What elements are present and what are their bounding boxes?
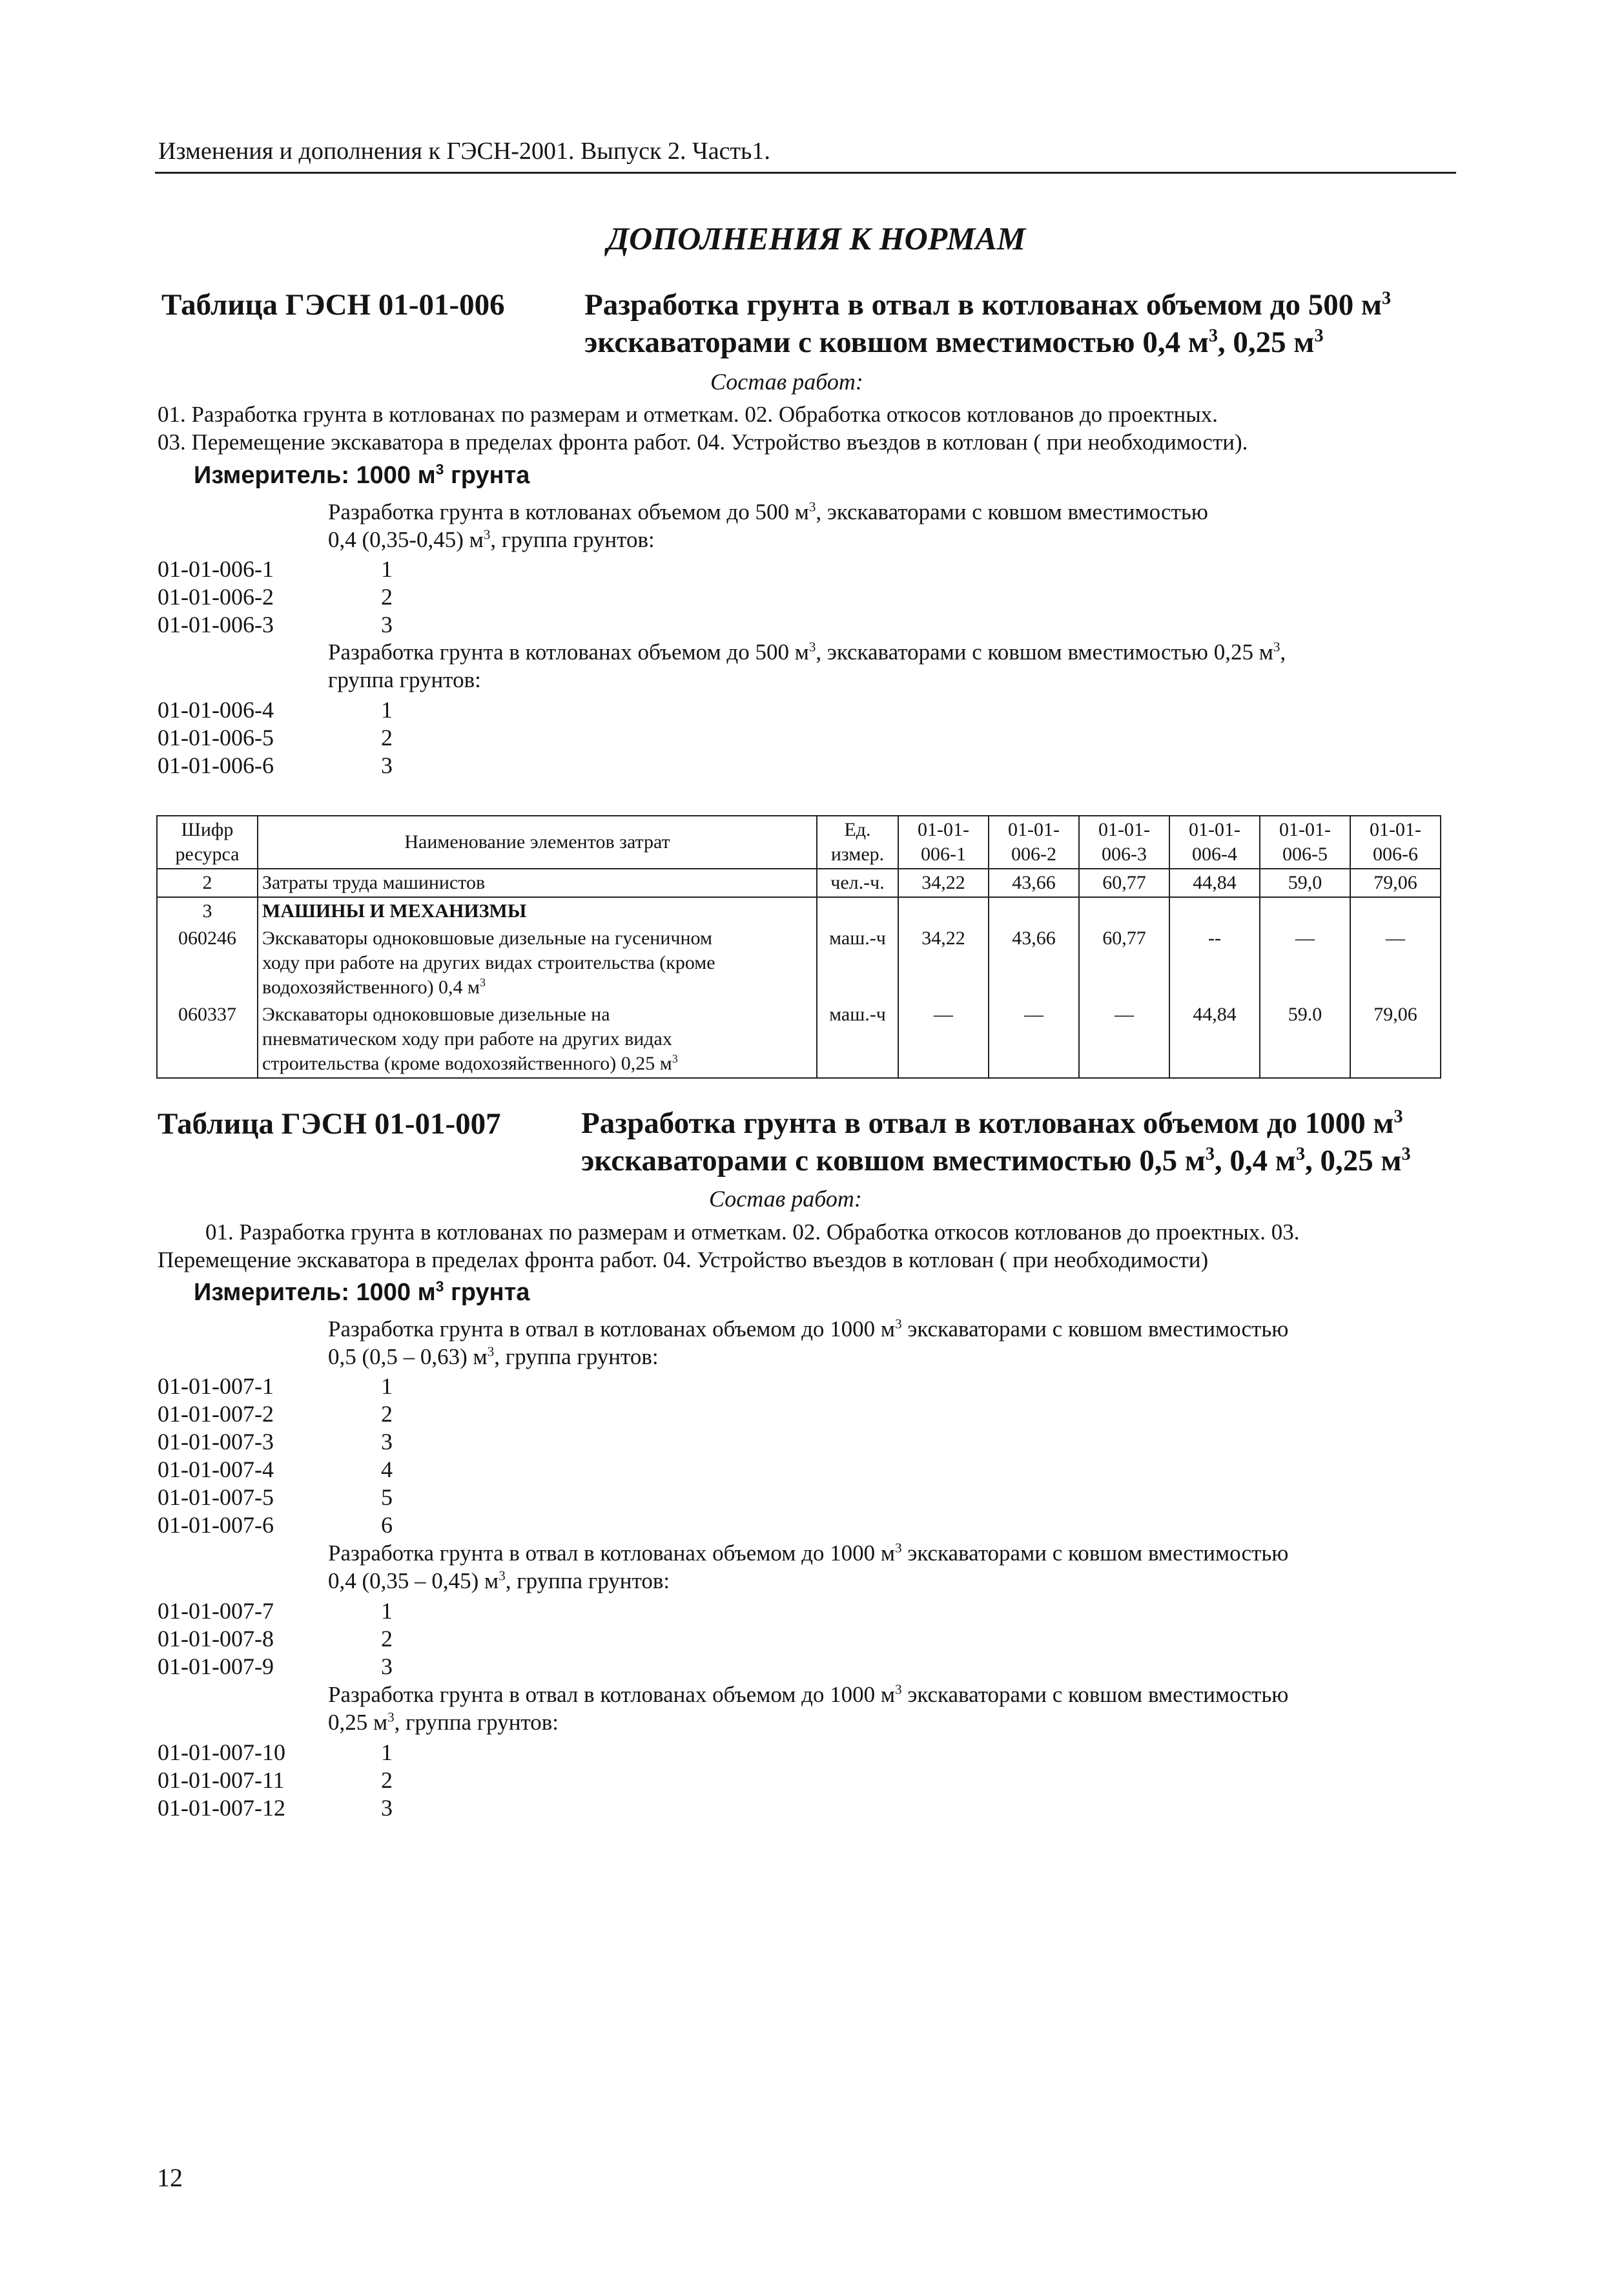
table1-title-line2: экскаваторами с ковшом вместимостью 0,4 $м^3$, 0,25 $м^3$ — [584, 326, 1324, 359]
row-name: Затраты труда машинистов — [258, 869, 817, 897]
row-code: 060337 — [157, 1001, 258, 1078]
row-name: Экскаваторы одноковшовые дизельные на пневматическом ходу при работе на других видах строительства (кроме водохозяйственного) 0,25 $м^3$ — [258, 1001, 817, 1078]
soil-group-number: 1 — [381, 1739, 393, 1765]
norm-code: 01-01-006-6 — [158, 752, 274, 778]
soil-group-number: 4 — [381, 1456, 393, 1482]
table1-work-line1: 01. Разработка грунта в котлованах по размерам и отметкам. 02. Обработка откосов котлованов до проектных. — [158, 402, 1218, 427]
header-norm-column: 01-01- 006-4 — [1169, 816, 1260, 869]
soil-group-number: 1 — [381, 1373, 393, 1399]
table1-group1-line2: 0,4 (0,35-0,45) $м^3$, группа грунтов: — [328, 526, 655, 552]
row-value: 59,0 — [1260, 869, 1350, 897]
row-value: 44,84 — [1169, 1001, 1260, 1078]
row-value: 34,22 — [898, 925, 989, 1001]
table2-title-line2: экскаваторами с ковшом вместимостью 0,5 $м^3$, 0,4 $м^3$, 0,25 $м^3$ — [581, 1144, 1411, 1177]
table2-work-line2: Перемещение экскаватора в пределах фронта работ. 04. Устройство въездов в котлован ( при необходимости) — [158, 1247, 1209, 1272]
row-machines-heading — [157, 897, 1441, 925]
row-value: 79,06 — [1350, 869, 1441, 897]
table2-group2-line2: 0,4 (0,35 – 0,45) $м^3$, группа грунтов: — [328, 1568, 670, 1593]
row-machine-060337 — [157, 1001, 1441, 1078]
soil-group-number: 2 — [381, 1767, 393, 1793]
row-value: — — [1260, 925, 1350, 1001]
row-value: -- — [1169, 925, 1260, 1001]
norm-code: 01-01-007-4 — [158, 1456, 274, 1482]
row-code: 2 — [157, 869, 258, 897]
soil-group-number: 5 — [381, 1484, 393, 1510]
row-value: 43,66 — [989, 869, 1079, 897]
norm-code: 01-01-007-5 — [158, 1484, 274, 1510]
soil-group-number: 3 — [381, 1653, 393, 1679]
row-value: — — [1079, 1001, 1169, 1078]
soil-group-number: 2 — [381, 1401, 393, 1427]
norm-code: 01-01-007-7 — [158, 1598, 274, 1624]
norm-code: 01-01-006-5 — [158, 725, 274, 751]
header-rule — [155, 172, 1456, 174]
soil-group-number: 1 — [381, 556, 393, 582]
table1-group2-line2: группа грунтов: — [328, 667, 481, 692]
header-norm-column: 01-01- 006-1 — [898, 816, 989, 869]
row-unit: маш.-ч — [817, 1001, 898, 1078]
norm-code: 01-01-006-4 — [158, 697, 274, 723]
table2-group1-line2: 0,5 (0,5 – 0,63) $м^3$, группа грунтов: — [328, 1343, 659, 1369]
table2-label: Таблица ГЭСН 01-01-007 — [158, 1107, 501, 1141]
row-value: 60,77 — [1079, 925, 1169, 1001]
norm-code: 01-01-007-6 — [158, 1512, 274, 1538]
soil-group-number: 2 — [381, 725, 393, 751]
norm-code: 01-01-006-2 — [158, 584, 274, 610]
soil-group-number: 6 — [381, 1512, 393, 1538]
row-labor — [157, 869, 1441, 897]
resource-table-header — [157, 816, 1441, 869]
norm-code: 01-01-006-3 — [158, 612, 274, 637]
row-value: — — [1350, 925, 1441, 1001]
table2-group3-line1: Разработка грунта в отвал в котлованах объемом до 1000 $м^3$ экскаваторами с ковшом вместимостью — [328, 1681, 1289, 1707]
table1-title-line1: Разработка грунта в отвал в котлованах объемом до 500 $м^3$ — [584, 288, 1392, 322]
table2-group2-line1: Разработка грунта в отвал в котлованах объемом до 1000 $м^3$ экскаваторами с ковшом вместимостью — [328, 1540, 1289, 1566]
table1-group1-line1: Разработка грунта в котлованах объемом до 500 $м^3$, экскаваторами с ковшом вместимостью — [328, 499, 1208, 524]
header-element-name: Наименование элементов затрат — [258, 816, 817, 869]
norm-code: 01-01-007-10 — [158, 1739, 285, 1765]
row-machine-060246 — [157, 925, 1441, 1001]
row-unit: чел.-ч. — [817, 869, 898, 897]
table1-group2-line1: Разработка грунта в котлованах объемом до 500 $м^3$, экскаваторами с ковшом вместимостью 0,25 $м^3$, — [328, 639, 1286, 665]
page-number: 12 — [157, 2163, 183, 2192]
table2-title-line1: Разработка грунта в отвал в котлованах объемом до 1000 $м^3$ — [581, 1106, 1403, 1140]
row-value: 34,22 — [898, 869, 989, 897]
row-value: 44,84 — [1169, 869, 1260, 897]
table2-group1-line1: Разработка грунта в отвал в котлованах объемом до 1000 $м^3$ экскаваторами с ковшом вместимостью — [328, 1316, 1289, 1342]
header-norm-column: 01-01- 006-6 — [1350, 816, 1441, 869]
row-value: 59.0 — [1260, 1001, 1350, 1078]
table1-label: Таблица ГЭСН 01-01-006 — [161, 288, 505, 322]
table2-sostav-label: Состав работ: — [709, 1186, 862, 1212]
section-title: ДОПОЛНЕНИЯ К НОРМАМ — [607, 220, 1026, 256]
row-code: 060246 — [157, 925, 258, 1001]
row-value: — — [989, 1001, 1079, 1078]
row-code: 3 — [157, 897, 258, 925]
header-resource-code: Шифр ресурса — [157, 816, 258, 869]
row-value: 79,06 — [1350, 1001, 1441, 1078]
table1-work-line2: 03. Перемещение экскаватора в пределах фронта работ. 04. Устройство въездов в котлован ( при необходимости). — [158, 430, 1248, 455]
row-value: 43,66 — [989, 925, 1079, 1001]
table2-meter: Измеритель: 1000 $м^3$ грунта — [194, 1278, 530, 1306]
row-name: Экскаваторы одноковшовые дизельные на гусеничном ходу при работе на других видах строительства (кроме водохозяйственного) 0,4 $м^3$ — [258, 925, 817, 1001]
norm-code: 01-01-007-1 — [158, 1373, 274, 1399]
header-norm-column: 01-01- 006-3 — [1079, 816, 1169, 869]
soil-group-number: 3 — [381, 612, 393, 637]
norm-code: 01-01-007-12 — [158, 1795, 285, 1821]
header-norm-column: 01-01- 006-2 — [989, 816, 1079, 869]
norm-code: 01-01-007-9 — [158, 1653, 274, 1679]
row-name: МАШИНЫ И МЕХАНИЗМЫ — [258, 897, 817, 925]
soil-group-number: 1 — [381, 697, 393, 723]
table1-title — [584, 286, 1391, 361]
row-value: — — [898, 1001, 989, 1078]
norm-code: 01-01-007-2 — [158, 1401, 274, 1427]
soil-group-number: 2 — [381, 1626, 393, 1652]
table1-sostav-label: Состав работ: — [710, 369, 863, 395]
soil-group-number: 3 — [381, 1429, 393, 1455]
norm-code: 01-01-007-11 — [158, 1767, 285, 1793]
soil-group-number: 3 — [381, 752, 393, 778]
table2-title — [581, 1104, 1411, 1179]
soil-group-number: 3 — [381, 1795, 393, 1821]
header-norm-column: 01-01- 006-5 — [1260, 816, 1350, 869]
norm-code: 01-01-007-8 — [158, 1626, 274, 1652]
row-value: 60,77 — [1079, 869, 1169, 897]
norm-code: 01-01-006-1 — [158, 556, 274, 582]
table2-work-line1: 01. Разработка грунта в котлованах по размерам и отметкам. 02. Обработка откосов котлованов до проектных. 03. — [205, 1219, 1300, 1245]
table2-group3-line2: 0,25 $м^3$, группа грунтов: — [328, 1709, 559, 1735]
resource-table — [156, 815, 1441, 1079]
soil-group-number: 2 — [381, 584, 393, 610]
row-unit: маш.-ч — [817, 925, 898, 1001]
soil-group-number: 1 — [381, 1598, 393, 1624]
running-header: Изменения и дополнения к ГЭСН-2001. Выпуск 2. Часть1. — [158, 138, 770, 165]
table1-meter: Измеритель: 1000 $м^3$ грунта — [194, 461, 530, 489]
norm-code: 01-01-007-3 — [158, 1429, 274, 1455]
header-unit: Ед. измер. — [817, 816, 898, 869]
